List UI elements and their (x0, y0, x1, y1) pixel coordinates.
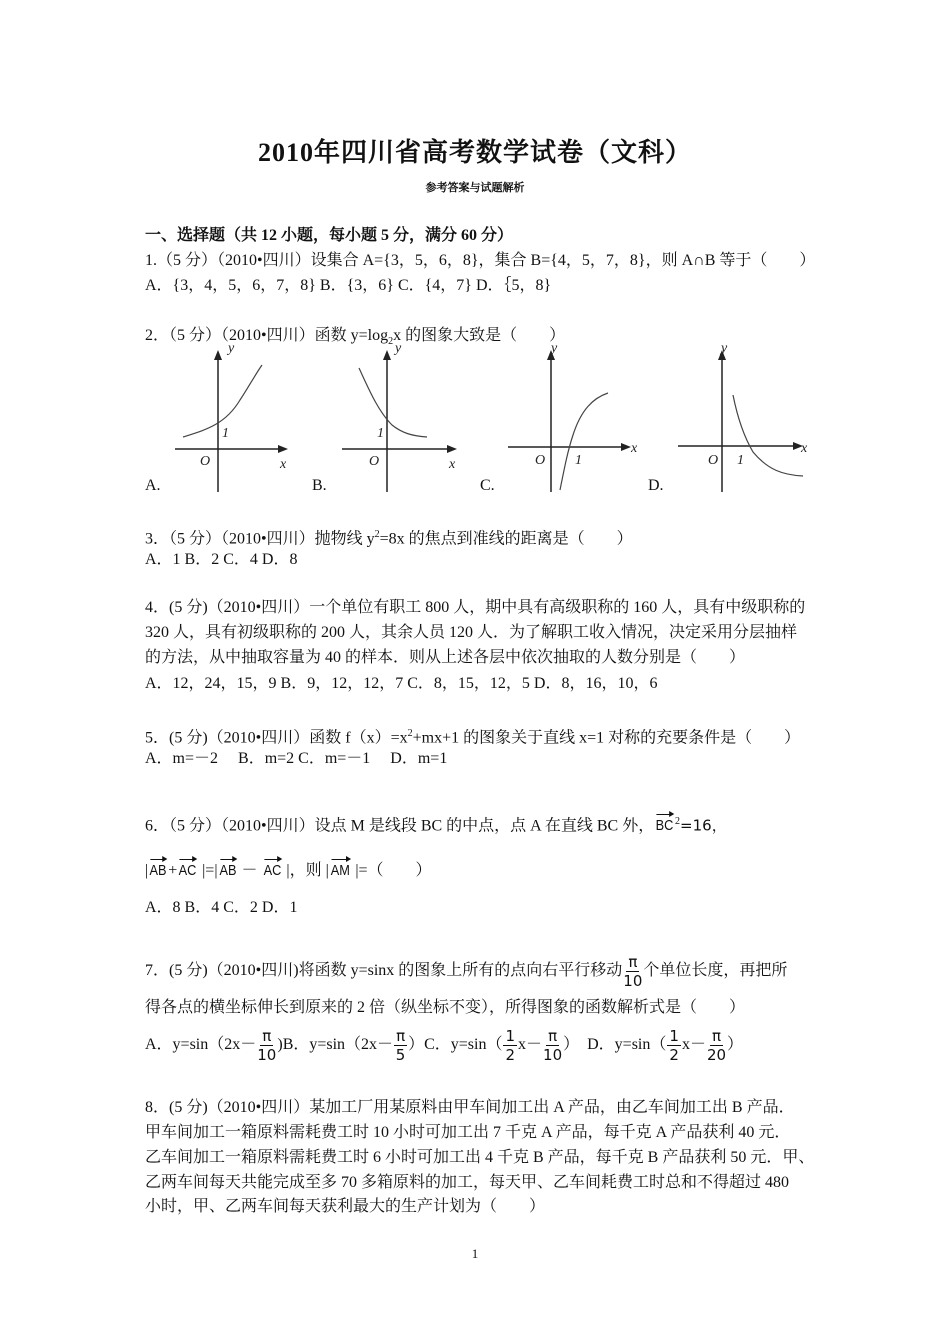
denominator: 5 (395, 1046, 406, 1064)
section-heading: 一、选择题（共 12 小题，每小题 5 分，满分 60 分） (145, 227, 514, 244)
y-axis-label: y (551, 341, 558, 356)
q4-options: A．12，24，15，9 B．9，12，12，7 C．8，15，12，5 D．8，16，10，6 (145, 675, 658, 692)
minus: － (241, 862, 258, 879)
q5-stem (145, 724, 800, 748)
q6-condition (145, 861, 432, 881)
q5-options: A．m=－2 B．m=2 C．m=－1 D．m=1 (145, 750, 448, 767)
q7-text: 7．(5 分)（2010•四川)将函数 y=sinx 的图象上所有的点向右平行移动 (145, 962, 623, 980)
q7-option-b: )B．y=sin（2x－ (277, 1036, 394, 1054)
fraction (707, 1027, 726, 1064)
document-title: 2010年四川省高考数学试卷（文科） (257, 138, 692, 167)
q7-option-a: A．y=sin（2x－ (145, 1036, 257, 1054)
q2-option-b: B. (312, 477, 327, 494)
q8-line: 乙车间加工一箱原料需耗费工时 6 小时可加工出 4 千克 B 产品，每千克 B 产品获利 50 元．甲、 (145, 1149, 815, 1166)
abs-bar: | (325, 862, 329, 879)
q7-line1 (145, 953, 787, 990)
denominator: 10 (623, 972, 643, 990)
q1-stem: 1.（5 分）（2010•四川）设集合 A={3，5，6，8}，集合 B={4，5，7，8}，则 A∩B 等于（ ） (145, 252, 816, 269)
fraction (503, 1027, 517, 1064)
origin-label: O (200, 454, 211, 469)
document-subtitle: 参考答案与试题解析 (425, 182, 525, 194)
fraction (394, 1027, 407, 1064)
q6-sup: 2 (675, 816, 681, 827)
q3-options: A．1 B．2 C．4 D．8 (145, 551, 298, 568)
origin-label: O (535, 453, 546, 468)
graph-option-d (673, 340, 813, 495)
plus: + (168, 862, 178, 879)
fraction-pi-10 (623, 953, 642, 990)
page-number: 1 (471, 1246, 479, 1261)
fraction (543, 1027, 562, 1064)
y-axis-label: y (395, 341, 402, 356)
denominator: 2 (669, 1046, 679, 1064)
fraction (667, 1027, 681, 1064)
denominator: 20 (706, 1046, 727, 1064)
q8-line: 小时，甲、乙两车间每天获利最大的生产计划为（ ） (145, 1198, 546, 1215)
abs-bar: | (286, 862, 290, 879)
abs-bar: | (214, 862, 218, 879)
origin-label: O (708, 453, 719, 468)
q7-text2: 个单位长度，再把所 (643, 962, 788, 980)
q7-text: x－ (681, 1036, 706, 1054)
graph-option-c (503, 340, 643, 495)
x-axis-label: x (801, 441, 808, 456)
q7-option-d: ） D．y=sin（ (563, 1036, 667, 1054)
q2-option-a: A. (145, 477, 161, 494)
y-axis-label: y (721, 341, 728, 356)
q2-option-d: D. (648, 477, 664, 494)
one-label: 1 (737, 453, 744, 468)
denominator: 10 (543, 1046, 563, 1064)
q2-text: 2．（5 分）（2010•四川）函数 y=log (145, 327, 389, 344)
abs-bar: | (202, 862, 206, 879)
q3-sup: 2 (374, 529, 380, 540)
q7-text: ） (727, 1036, 744, 1054)
x-axis-label: x (449, 457, 456, 472)
numerator: π (262, 1027, 272, 1045)
graph-option-a (170, 340, 300, 495)
vector-ab: AB (219, 862, 237, 879)
x-axis-label: x (280, 457, 287, 472)
numerator: 1 (505, 1027, 516, 1045)
q7-line2: 得各点的横坐标伸长到原来的 2 倍（纵坐标不变），所得图象的函数解析式是（ ） (145, 999, 746, 1016)
q5-text: 5．(5 分)（2010•四川）函数 f（x）=x (145, 729, 408, 747)
vector-bc: BC (655, 817, 674, 835)
q3-text2: =8x 的焦点到准线的距离是（ ） (379, 530, 633, 548)
numerator: π (396, 1027, 406, 1045)
vector-ac: AC (178, 862, 197, 879)
y-axis-label: y (228, 341, 235, 356)
numerator: π (711, 1027, 722, 1045)
q7-text: x－ (518, 1036, 543, 1054)
abs-bar: | (355, 862, 359, 879)
q2-text2: x 的图象大致是（ ） (393, 327, 566, 344)
q8-line: 8．(5 分)（2010•四川）某加工厂用某原料由甲车间加工出 A 产品，由乙车间加工出 B 产品． (145, 1099, 795, 1116)
q7-options (145, 1027, 743, 1064)
q5-text2: +mx+1 的图象关于直线 x=1 对称的充要条件是（ ） (412, 729, 801, 747)
numerator: π (548, 1027, 558, 1045)
q4-line: 4．(5 分)（2010•四川）一个单位有职工 800 人，期中具有高级职称的 160 人，具有中级职称的 (145, 599, 806, 616)
vector-ab: AB (149, 862, 167, 879)
numerator: π (628, 953, 638, 971)
then-text: ，则 (289, 862, 322, 879)
q5-sup: 2 (407, 728, 413, 739)
fraction (257, 1027, 276, 1064)
q7-option-c: ）C．y=sin（ (408, 1036, 503, 1054)
denominator: 2 (505, 1046, 516, 1064)
q4-line: 320 人，具有初级职称的 200 人，其余人员 120 人．为了解职工收入情况，决定采用分层抽样 (145, 624, 798, 641)
q8-line: 乙两车间每天共能完成至多 70 多箱原料的加工，每天甲、乙车间耗费工时总和不得超过 480 (145, 1174, 790, 1191)
one-label: 1 (575, 453, 582, 468)
q3-stem (145, 525, 633, 549)
q6-eq: =16， (680, 816, 727, 835)
q8-line: 甲车间加工一箱原料需耗费工时 10 小时可加工出 7 千克 A 产品，每千克 A 产品获利 40 元． (145, 1124, 791, 1141)
q3-text: 3．（5 分）（2010•四川）抛物线 y (145, 530, 375, 548)
answer-paren: =（ ） (358, 862, 432, 879)
vector-am: AM (330, 862, 350, 879)
q2-option-c: C. (480, 477, 495, 494)
q2-sub: 2 (388, 336, 394, 348)
graph-option-b (337, 340, 467, 495)
q4-line: 的方法，从中抽取容量为 40 的样本．则从上述各层中依次抽取的人数分别是（ ） (145, 649, 746, 666)
vector-ac: AC (263, 862, 281, 879)
equals: = (205, 862, 215, 879)
numerator: 1 (669, 1027, 679, 1045)
q1-options: A．{3，4，5，6，7，8} B．{3，6} C．{4，7} D．｛5，8} (145, 277, 552, 294)
abs-bar: | (145, 862, 149, 879)
denominator: 10 (257, 1046, 277, 1064)
origin-label: O (369, 454, 380, 469)
x-axis-label: x (631, 441, 638, 456)
one-label: 1 (377, 426, 384, 441)
q6-options: A．8 B．4 C．2 D．1 (145, 899, 298, 916)
one-label: 1 (222, 426, 229, 441)
q6-stem (145, 812, 727, 836)
q6-text: 6．（5 分）（2010•四川）设点 M 是线段 BC 的中点，点 A 在直线 BC 外， (145, 817, 655, 835)
